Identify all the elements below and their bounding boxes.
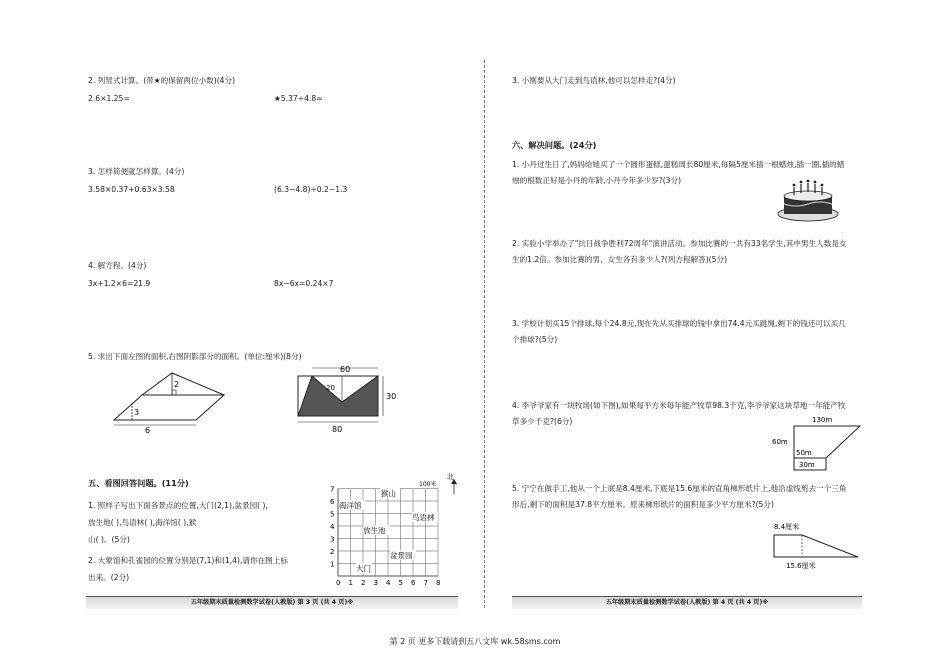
fig2-label-mid: 20 (326, 384, 335, 392)
q5-figure-parallelogram (100, 365, 230, 435)
grid-scale-label: 100米 (419, 481, 437, 488)
r-q3-text: 3. 小刚要从大门走到鸟语林,他可以怎样走?(4分) (512, 76, 676, 85)
pasture-label-bottom: 50m (796, 449, 812, 457)
page-separator (484, 60, 485, 608)
q2-expr-b: ★5.37÷4.8≈ (274, 94, 323, 103)
grid-ytick: 7 (330, 485, 335, 494)
s5-q1-line3: 山( )。(5分) (88, 535, 130, 544)
pasture-label-top: 130m (812, 416, 833, 424)
q5-title: 5. 求出下面左图的面积,右图阴影部分的面积。(单位:厘米)(8分) (88, 352, 302, 361)
grid-ytick: 2 (330, 548, 335, 556)
trapezoid-figure (770, 521, 866, 573)
grid-label-release: 放生池 (363, 526, 386, 535)
section5-heading: 五、看图回答问题。(11分) (88, 478, 189, 488)
problem-4: 4. 李爷爷家有一块牧场(如下图),如果每平方米每年能产牧草98.3千克,李爷爷家这块草地一年能产牧草多少千克?(6分) (512, 401, 846, 426)
fig1-label-base: 6 (145, 426, 151, 435)
section6-heading: 六、解决问题。(24分) (512, 140, 597, 150)
fig1-label-mid: 3 (134, 408, 140, 417)
grid-map (326, 468, 462, 590)
s5-q2-line2: 出来。(2分) (88, 573, 130, 582)
grid-xtick: 5 (398, 579, 403, 587)
q3-expr-b: (6.3−4.8)÷0.2−1.3 (274, 185, 348, 194)
grid-xtick: 4 (386, 579, 391, 587)
grid-label-bonsai: 盆景园 (390, 551, 413, 560)
problem-2: 2. 实验小学举办了"抗日战争胜利72周年"演讲活动。参加比赛的一共有33名学生,其中男生人数是女生的1.2倍。参加比赛的男、女生各有多少人?(列方程解答)(5分) (512, 239, 847, 264)
grid-ytick: 6 (330, 498, 335, 506)
pasture-figure (770, 414, 862, 472)
download-footer: 第 2 页 更多下载请到五八文库 wk.58sms.com (389, 637, 561, 646)
birthday-cake-icon (774, 178, 844, 224)
grid-ytick: 3 (330, 535, 335, 544)
left-footer (86, 596, 458, 609)
trapezoid-label-bottom: 15.6厘米 (786, 562, 816, 570)
q2-title: 2. 列竖式计算。(带★的保留两位小数)(4分) (88, 76, 236, 85)
pasture-label-corner: 30m (799, 461, 815, 469)
grid-label-monkey: 猴山 (381, 489, 396, 498)
fig2-label-base: 80 (332, 425, 343, 434)
right-footer (512, 596, 862, 609)
problem-3: 3. 学校计划买15个排球,每个24.8元,现在先从买排球的钱中拿出74.4元买跳绳,剩下的钱还可以买几个排球?(5分) (512, 319, 846, 344)
grid-xtick: 2 (361, 579, 366, 587)
grid-xtick: 6 (411, 579, 416, 587)
problem-1: 1. 小丹过生日了,妈妈给她买了一个圆形蛋糕,蛋糕周长80厘米,每隔5厘米插一根蜡烛,插一圈,插的蜡烛的根数正好是小丹的年龄,小丹今年多少岁?(3分) (512, 160, 845, 185)
fig2-label-top: 60 (340, 365, 351, 374)
grid-ytick: 5 (330, 510, 335, 519)
left-footer-text: 五年级期末质量检测数学试卷(人教版) 第 3 页 (共 4 页)※ (190, 599, 354, 606)
grid-xtick: 7 (423, 579, 428, 587)
grid-xtick: 1 (348, 579, 353, 587)
q3-expr-a: 3.58×0.37+0.63×3.58 (88, 185, 175, 194)
grid-label-ocean: 海洋馆 (339, 501, 362, 510)
q4-title: 4. 解方程。(4分) (88, 261, 147, 270)
grid-xtick: 3 (373, 579, 378, 587)
grid-ytick: 4 (330, 523, 335, 531)
q3-title: 3. 怎样简便就怎样算。(4分) (88, 167, 185, 176)
grid-xtick: 8 (436, 579, 441, 587)
grid-ytick: 1 (330, 560, 335, 569)
grid-label-bird: 鸟语林 (412, 513, 435, 522)
s5-q2-line1: 2. 大象馆和孔雀园的位置分别是(7,1)和(1,4),请你在图上标 (88, 556, 288, 565)
grid-north-label: 北 (447, 473, 454, 481)
q5-figure-shaded (290, 362, 400, 436)
s5-q1-line2: 放生地( ),鸟语林( ),海洋馆( ),猴 (88, 518, 197, 527)
q4-expr-a: 3x+1.2×6=21.9 (88, 279, 151, 288)
grid-label-gate: 大门 (356, 564, 371, 573)
pasture-label-left: 60m (772, 438, 788, 446)
right-footer-text: 五年级期末质量检测数学试卷(人教版) 第 4 页 (共 4 页)※ (605, 599, 769, 606)
grid-xtick: 0 (336, 579, 341, 587)
q2-expr-a: 2.6×1.25= (88, 94, 130, 103)
fig1-label-top: 2 (174, 380, 180, 389)
trapezoid-label-top: 8.4厘米 (774, 523, 800, 531)
q4-expr-b: 8x−6x=0.24×7 (274, 279, 334, 288)
problem-5: 5. 宁宁在做手工,他从一个上底是8.4厘米,下底是15.6厘米的直角梯形纸片上,他沿虚线剪去一个三角形后,剩下的面积是37.8平方厘米。原来梯形纸片的面积是多少平方厘米?(5分) (512, 484, 847, 509)
fig2-label-right: 30 (386, 392, 397, 401)
s5-q1-line1: 1. 照样子写出下面各景点的位置,大门(2,1),盆景园( ), (88, 501, 268, 510)
